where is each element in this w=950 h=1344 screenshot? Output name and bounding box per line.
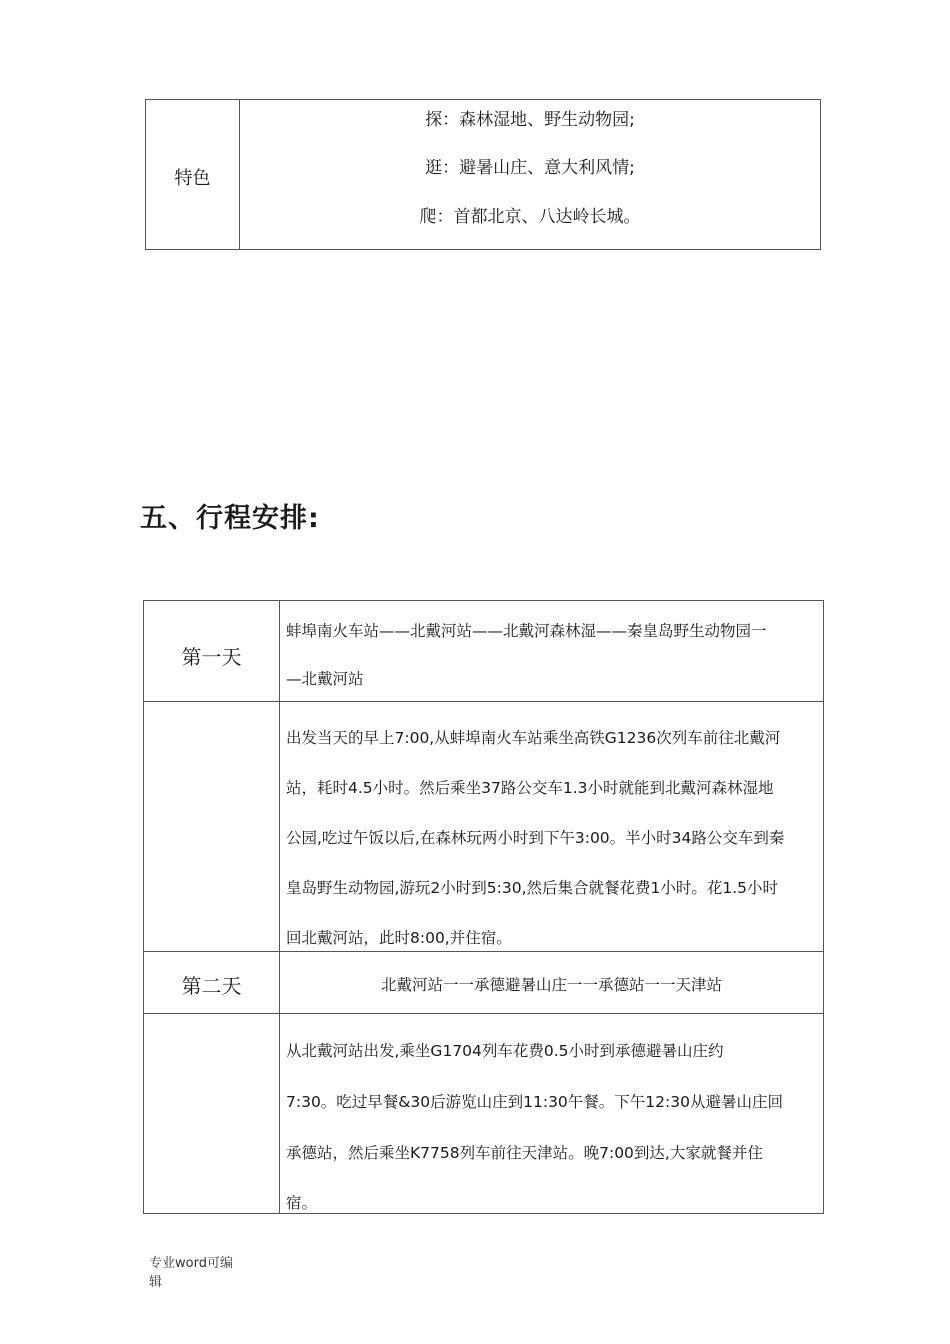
day1-route-line-1: 蚌埠南火车站——北戴河站——北戴河森林湿——秦皇岛野生动物园一 [286,622,767,640]
footer-note [149,1254,233,1292]
day1-detail-line-1: 出发当天的早上7:00,从蚌埠南火车站乘坐高铁G1236次列车前往北戴河 [286,729,781,747]
day2-detail-line-1: 从北戴河站出发,乘坐G1704列车花费0.5小时到承德避暑山庄约 [286,1042,724,1060]
row-divider [144,1013,823,1014]
day2-detail-line-4: 宿。 [286,1194,318,1212]
day1-detail-line-5: 回北戴河站，此时8:00,并住宿。 [286,929,512,947]
features-label: 特色 [174,168,211,189]
day2-label: 第二天 [181,974,242,998]
day2-route: 北戴河站一一承德避暑山庄一一承德站一一天津站 [380,976,722,994]
row-divider [144,701,823,702]
day1-route-line-2: —北戴河站 [286,670,364,688]
feature-line-3: 爬：首都北京、八达岭长城。 [419,207,641,227]
feature-line-2: 逛：避暑山庄、意大利风情; [425,158,635,178]
row-divider [144,951,823,952]
day1-detail-line-2: 站，耗时4.5小时。然后乘坐37路公交车1.3小时就能到北戴河森林湿地 [286,779,774,797]
day2-detail-line-3: 承德站，然后乘坐K7758列车前往天津站。晚7:00到达,大家就餐并住 [286,1144,763,1162]
day1-detail-line-4: 皇岛野生动物园,游玩2小时到5:30,然后集合就餐花费1小时。花1.5小时 [286,879,779,897]
section-heading: 五、行程安排: [140,503,320,534]
footer-line-2: 辑 [149,1275,163,1290]
features-label-cell [146,100,240,249]
day2-detail-line-2: 7:30。吃过早餐&30后游览山庄到11:30午餐。下午12:30从避暑山庄回 [286,1093,783,1111]
footer-line-1: 专业word可编 [149,1256,233,1271]
day1-label: 第一天 [181,645,242,669]
features-table [145,99,821,250]
column-divider [279,601,280,1213]
day1-detail-line-3: 公园,吃过午饭以后,在森林玩两小时到下午3:00。半小时34路公交车到秦 [286,829,785,847]
feature-line-1: 探：森林湿地、野生动物园; [425,110,635,130]
itinerary-table [143,600,824,1214]
